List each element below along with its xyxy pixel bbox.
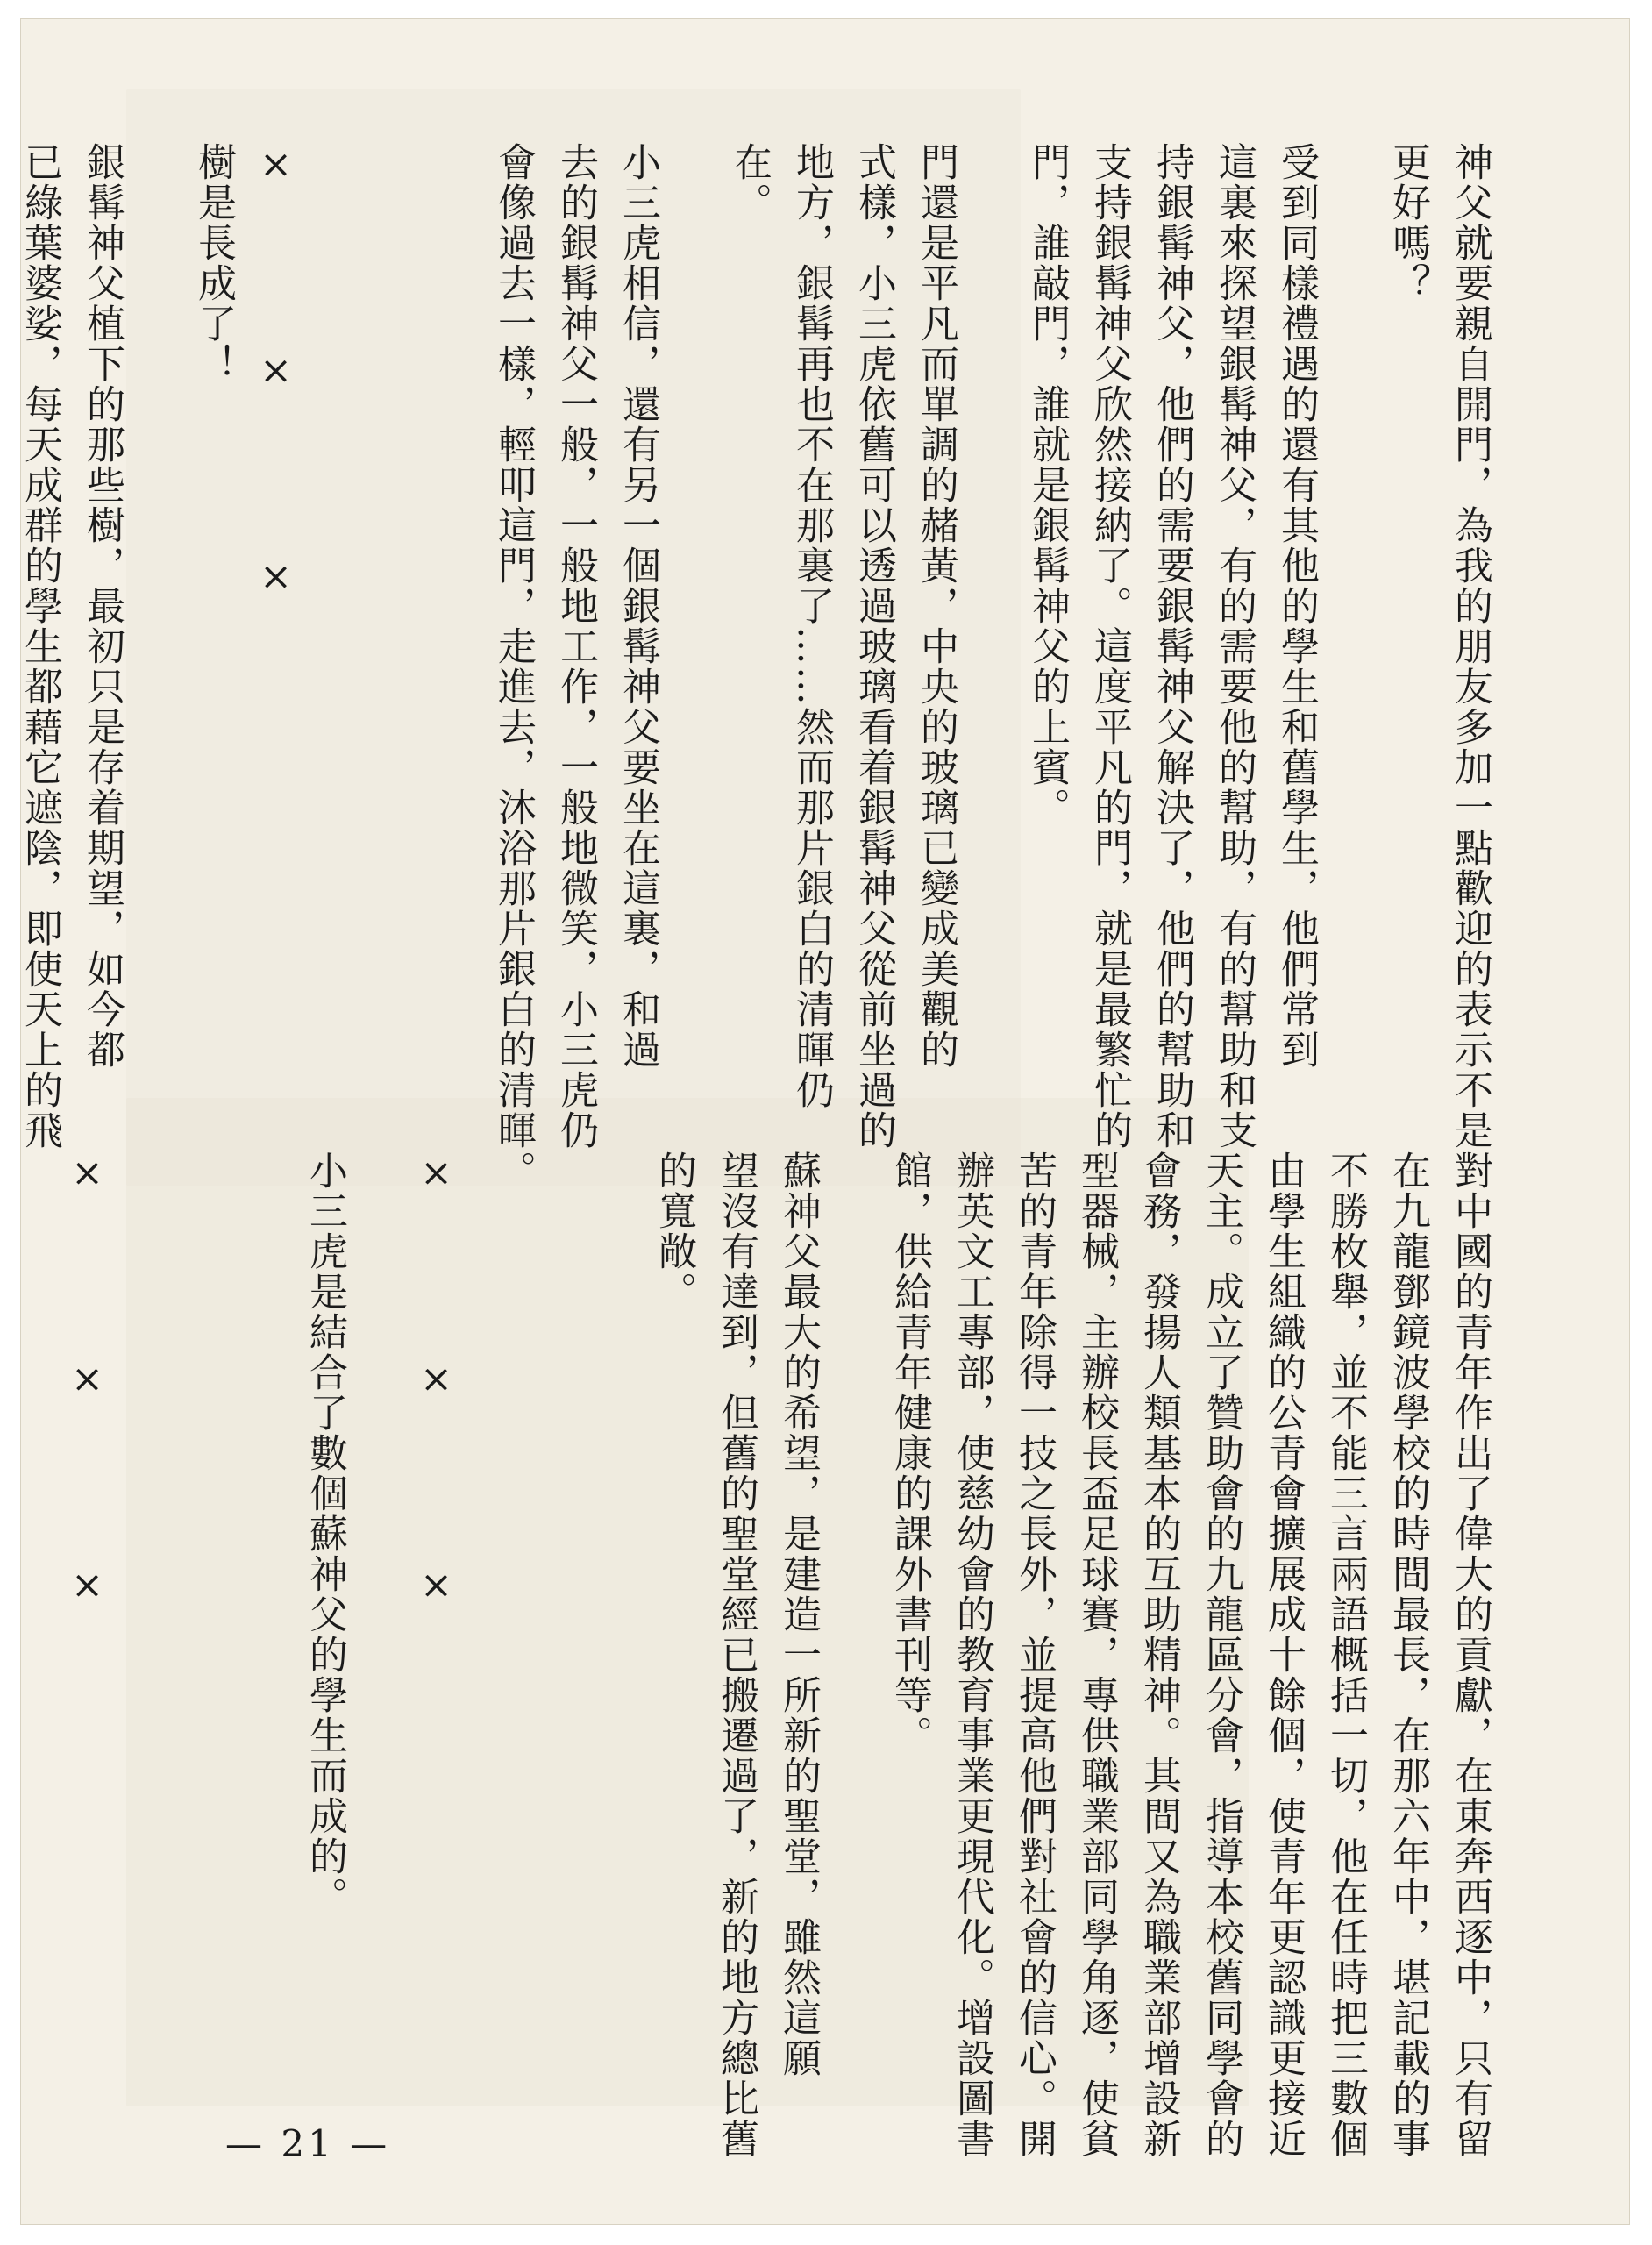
text-column: 已綠葉婆娑，每天成群的學生都藉它遮陰，即使天上的飛 xyxy=(18,142,62,1151)
text-column: 在。 xyxy=(727,142,772,223)
text-column: 苦的青年除得一技之長外，並提高他們對社會的信心。開 xyxy=(1012,1151,1057,2159)
text-column: 天主。成立了贊助會的九龍區分會，指導本校舊同學會的 xyxy=(1199,1151,1243,2159)
text-column: 小三虎是結合了數個蘇神父的學生而成的。 xyxy=(303,1151,347,1917)
text-column: 去的銀髯神父一般，一般地工作，一般地微笑，小三虎仍 xyxy=(553,142,598,1151)
text-column: 神父就要親自開門，為我的朋友多加一點歡迎的表示不是 xyxy=(1448,142,1492,1151)
magazine-page xyxy=(18,19,1629,2224)
text-column: 會像過去一樣，輕叩這門，走進去，沐浴那片銀白的清暉。 xyxy=(491,142,536,1191)
text-column: 銀髯神父植下的那些樹，最初只是存着期望，如今都 xyxy=(80,142,125,1070)
text-column: 對中國的青年作出了偉大的貢獻，在東奔西逐中，只有留 xyxy=(1448,1151,1492,2159)
article-text-bottom xyxy=(65,1151,1501,2181)
text-column: 式樣，小三虎依舊可以透過玻璃看着銀髯神父從前坐過的 xyxy=(851,142,896,1151)
text-column: 望沒有達到，但舊的聖堂經已搬遷過了，新的地方總比舊 xyxy=(714,1151,758,2159)
text-column: 門，誰敲門，誰就是銀髯神父的上賓。 xyxy=(1025,142,1070,828)
text-column: 在九龍鄧鏡波學校的時間最長，在那六年中，堪記載的事 xyxy=(1385,1151,1430,2159)
text-column: 館，供給青年健康的課外書刊等。 xyxy=(887,1151,932,1756)
text-column: 由學生組織的公青會擴展成十餘個，使青年更認識更接近 xyxy=(1261,1151,1306,2159)
article-text-top xyxy=(18,142,1501,1191)
text-column: × × × xyxy=(65,1151,110,1669)
text-column: 地方，銀髯再也不在那裏了……然而那片銀白的清暉仍 xyxy=(789,142,834,1110)
text-column: 蘇神父最大的希望，是建造一所新的聖堂，雖然這願 xyxy=(776,1151,821,2078)
text-column: × × × xyxy=(414,1151,459,1669)
text-column xyxy=(0,142,9,1172)
text-column: 受到同樣禮遇的還有其他的學生和舊學生，他們常到 xyxy=(1274,142,1319,1070)
text-column: 持銀髯神父，他們的需要銀髯神父解決了，他們的幫助和 xyxy=(1150,142,1194,1151)
text-column: 的寬敞。 xyxy=(652,1151,696,1312)
page-number: — 21 — xyxy=(225,2122,391,2165)
text-column: 型器械，主辦校長盃足球賽，專供職業部同學角逐，使貧 xyxy=(1074,1151,1119,2159)
text-column: 門還是平凡而單調的赭黃，中央的玻璃已變成美觀的 xyxy=(914,142,958,1070)
text-column: 更好嗎？ xyxy=(1385,142,1430,303)
text-column: 會務，發揚人類基本的互助精神。其間又為職業部增設新 xyxy=(1136,1151,1181,2159)
text-column: 不勝枚舉，並不能三言兩語概括一切，他在任時把三數個 xyxy=(1323,1151,1368,2159)
text-column: 支持銀髯神父欣然接納了。這度平凡的門，就是最繁忙的 xyxy=(1087,142,1132,1151)
text-column xyxy=(0,1151,56,2181)
text-column: 辦英文工專部，使慈幼會的教育事業更現代化。增設圖書 xyxy=(950,1151,994,2159)
text-column: 小三虎相信，還有另一個銀髯神父要坐在這裏，和過 xyxy=(616,142,660,1070)
text-column: 樹是長成了！ xyxy=(191,142,236,384)
text-column: × × × xyxy=(253,142,298,660)
text-column: 這裏來探望銀髯神父，有的需要他的幫助，有的幫助和支 xyxy=(1212,142,1257,1151)
